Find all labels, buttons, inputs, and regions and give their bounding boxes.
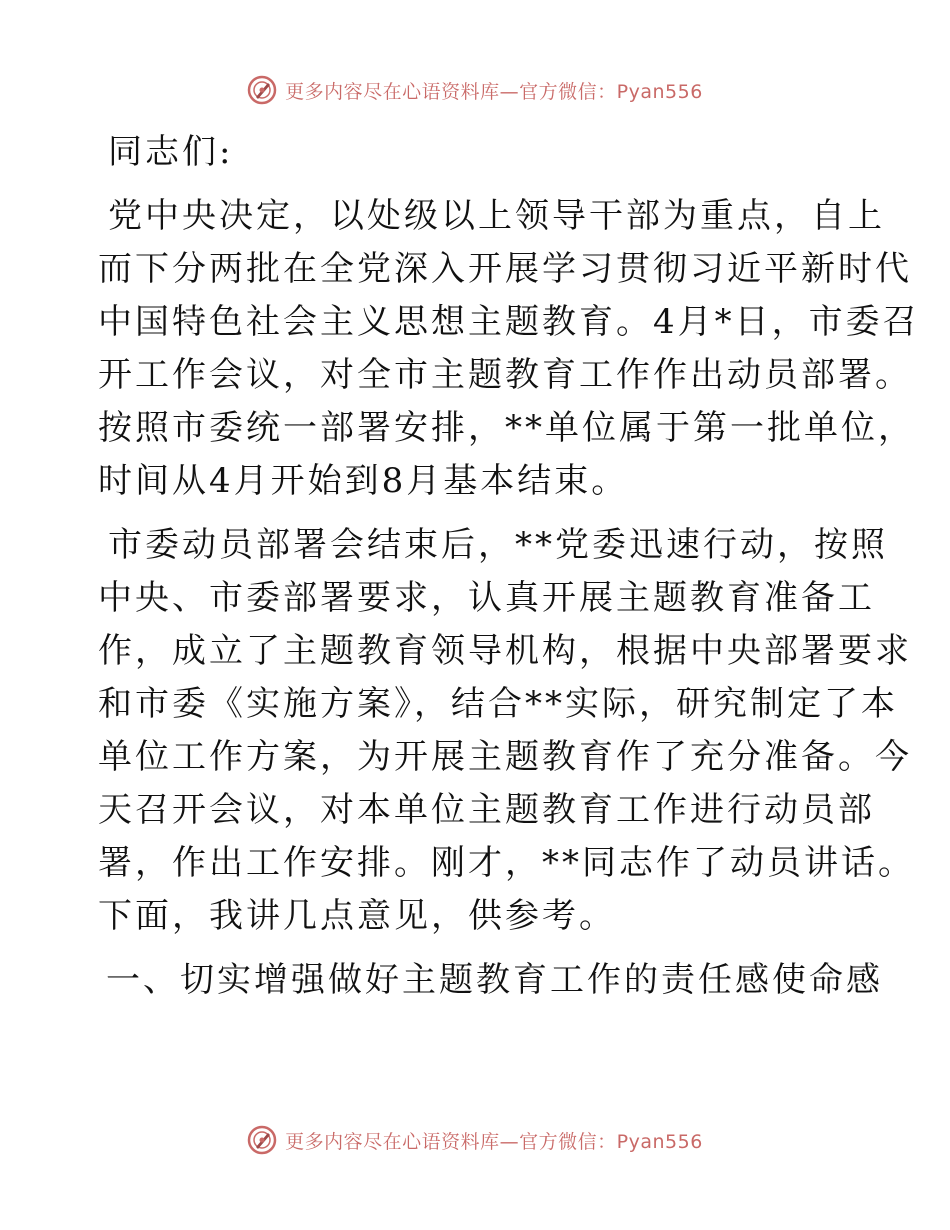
seal-logo-icon xyxy=(247,1125,277,1155)
paragraph-line: 市委动员部署会结束后，**党委迅速行动，按照 xyxy=(108,525,888,565)
paragraph-line: 按照市委统一部署安排，**单位属于第一批单位， xyxy=(98,408,915,448)
paragraph-line: 下面，我讲几点意见，供参考。 xyxy=(98,896,616,936)
watermark-text: 更多内容尽在心语资料库—官方微信：Pyan556 xyxy=(285,80,703,103)
paragraph-1 xyxy=(98,190,920,508)
paragraph-line: 开工作会议，对全市主题教育工作作出动员部署。 xyxy=(98,355,912,395)
paragraph-line: 作，成立了主题教育领导机构，根据中央部署要求 xyxy=(98,631,912,671)
paragraph-line: 时间从4月开始到8月基本结束。 xyxy=(98,461,629,501)
paragraph-line: 署，作出工作安排。刚才，**同志作了动员讲话。 xyxy=(98,843,915,883)
greeting: 同志们: xyxy=(108,132,234,172)
document-body xyxy=(98,126,920,1007)
watermark-text: 更多内容尽在心语资料库—官方微信：Pyan556 xyxy=(285,1130,703,1153)
footer-watermark xyxy=(0,1120,950,1160)
paragraph-line: 天召开会议，对本单位主题教育工作进行动员部 xyxy=(98,790,875,830)
header-watermark xyxy=(0,70,950,110)
paragraph-line: 而下分两批在全党深入开展学习贯彻习近平新时代 xyxy=(98,249,912,289)
paragraph-2 xyxy=(98,519,915,943)
paragraph-line: 党中央决定，以处级以上领导干部为重点，自上 xyxy=(108,196,885,236)
paragraph-line: 单位工作方案，为开展主题教育作了充分准备。今 xyxy=(98,737,912,777)
section-heading: 一、切实增强做好主题教育工作的责任感使命感 xyxy=(106,960,883,1000)
paragraph-line: 中国特色社会主义思想主题教育。4月*日，市委召 xyxy=(98,302,920,342)
seal-logo-icon xyxy=(247,75,277,105)
paragraph-line: 中央、市委部署要求，认真开展主题教育准备工 xyxy=(98,578,875,618)
paragraph-line: 和市委《实施方案》，结合**实际，研究制定了本 xyxy=(98,684,898,724)
